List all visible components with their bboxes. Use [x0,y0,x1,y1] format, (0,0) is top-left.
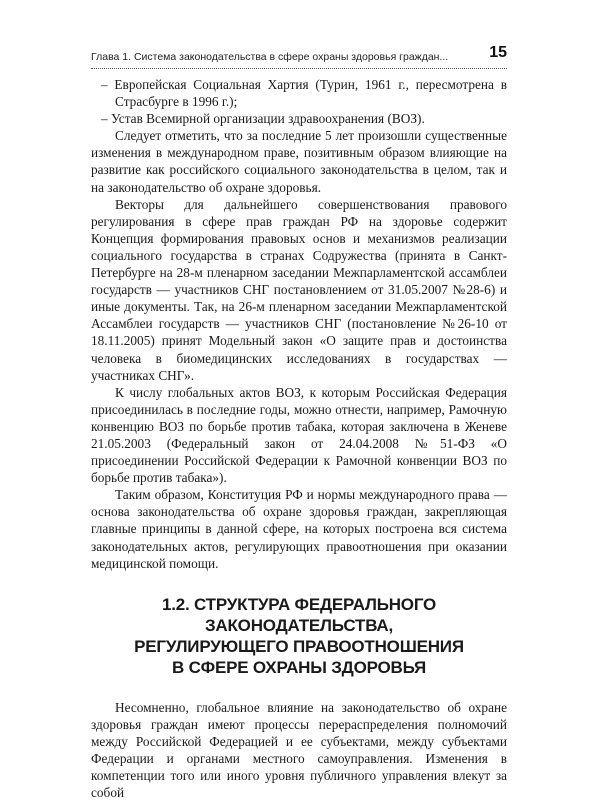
paragraph: Следует отметить, что за последние 5 лет произошли существенные изменения в международном праве, позитивным образом влияющие на развитие как российского социального законодательства в целом, так и на законодательство об охране здоровья. [91,128,507,195]
list-item: – Европейская Социальная Хартия (Турин, 1961 г., пересмотрена в Страсбурге в 1996 г.); [101,77,507,110]
section-heading-line: РЕГУЛИРУЮЩЕГО ПРАВООТНОШЕНИЯ [134,636,464,656]
body-text [91,76,507,801]
section-heading-line: 1.2. СТРУКТУРА ФЕДЕРАЛЬНОГО ЗАКОНОДАТЕЛЬСТВА, [161,594,437,635]
section-heading [91,594,507,678]
section-heading-line: В СФЕРЕ ОХРАНЫ ЗДОРОВЬЯ [172,657,426,677]
running-header [91,44,507,66]
page-number: 15 [489,44,507,61]
paragraph: Векторы для дальнейшего совершенствования правового регулирования в сфере прав граждан РФ на здоровье содержит Концепция формирования правовых основ и механизмов реализации социального государства в странах Содружества (принята в Санкт-Петербурге на 28-м пленарном заседании Межпарламентской ассамблеи государств — участников СНГ постановлением от 31.05.2007 №28-6) и иные документы. Так, на 26-м пленарном заседании Межпарламентской Ассамблеи государств — участников СНГ (постановление №26-10 от 18.11.2005) принят Модельный закон «О защите прав и достоинства человека в биомедицинских исследованиях в государствах — участниках СНГ». [91,196,507,383]
list-item: – Устав Всемирной организации здравоохранения (ВОЗ). [101,111,425,127]
paragraph: Несомненно, глобальное влияние на законодательство об охране здоровья граждан имеют процессы перераспределения полномочий между Российской Федерацией и ее субъектами, между субъектами Федерации и органами местного самоуправления. Изменения в компетенции того или иного уровня публичного управления влекут за собой [91,699,507,801]
paragraph: К числу глобальных актов ВОЗ, к которым Российская Федерация присоединилась в последние годы, можно отнести, например, Рамочную конвенцию ВОЗ по борьбе против табака, которая заключена в Женеве 21.05.2003 (Федеральный закон от 24.04.2008 №51-ФЗ «О присоединении Российской Федерации к Рамочной конвенции ВОЗ по борьбе против табака»). [91,384,507,486]
paragraph: Таким образом, Конституция РФ и нормы международного права — основа законодательства об охране здоровья граждан, закрепляющая главные принципы в данной сфере, на которых построена вся система законодательных актов, регулирующих правоотношения при оказании медицинской помощи. [91,487,507,571]
header-divider [91,68,507,69]
running-title: Глава 1. Система законодательства в сфере охраны здоровья граждан... [91,51,449,63]
